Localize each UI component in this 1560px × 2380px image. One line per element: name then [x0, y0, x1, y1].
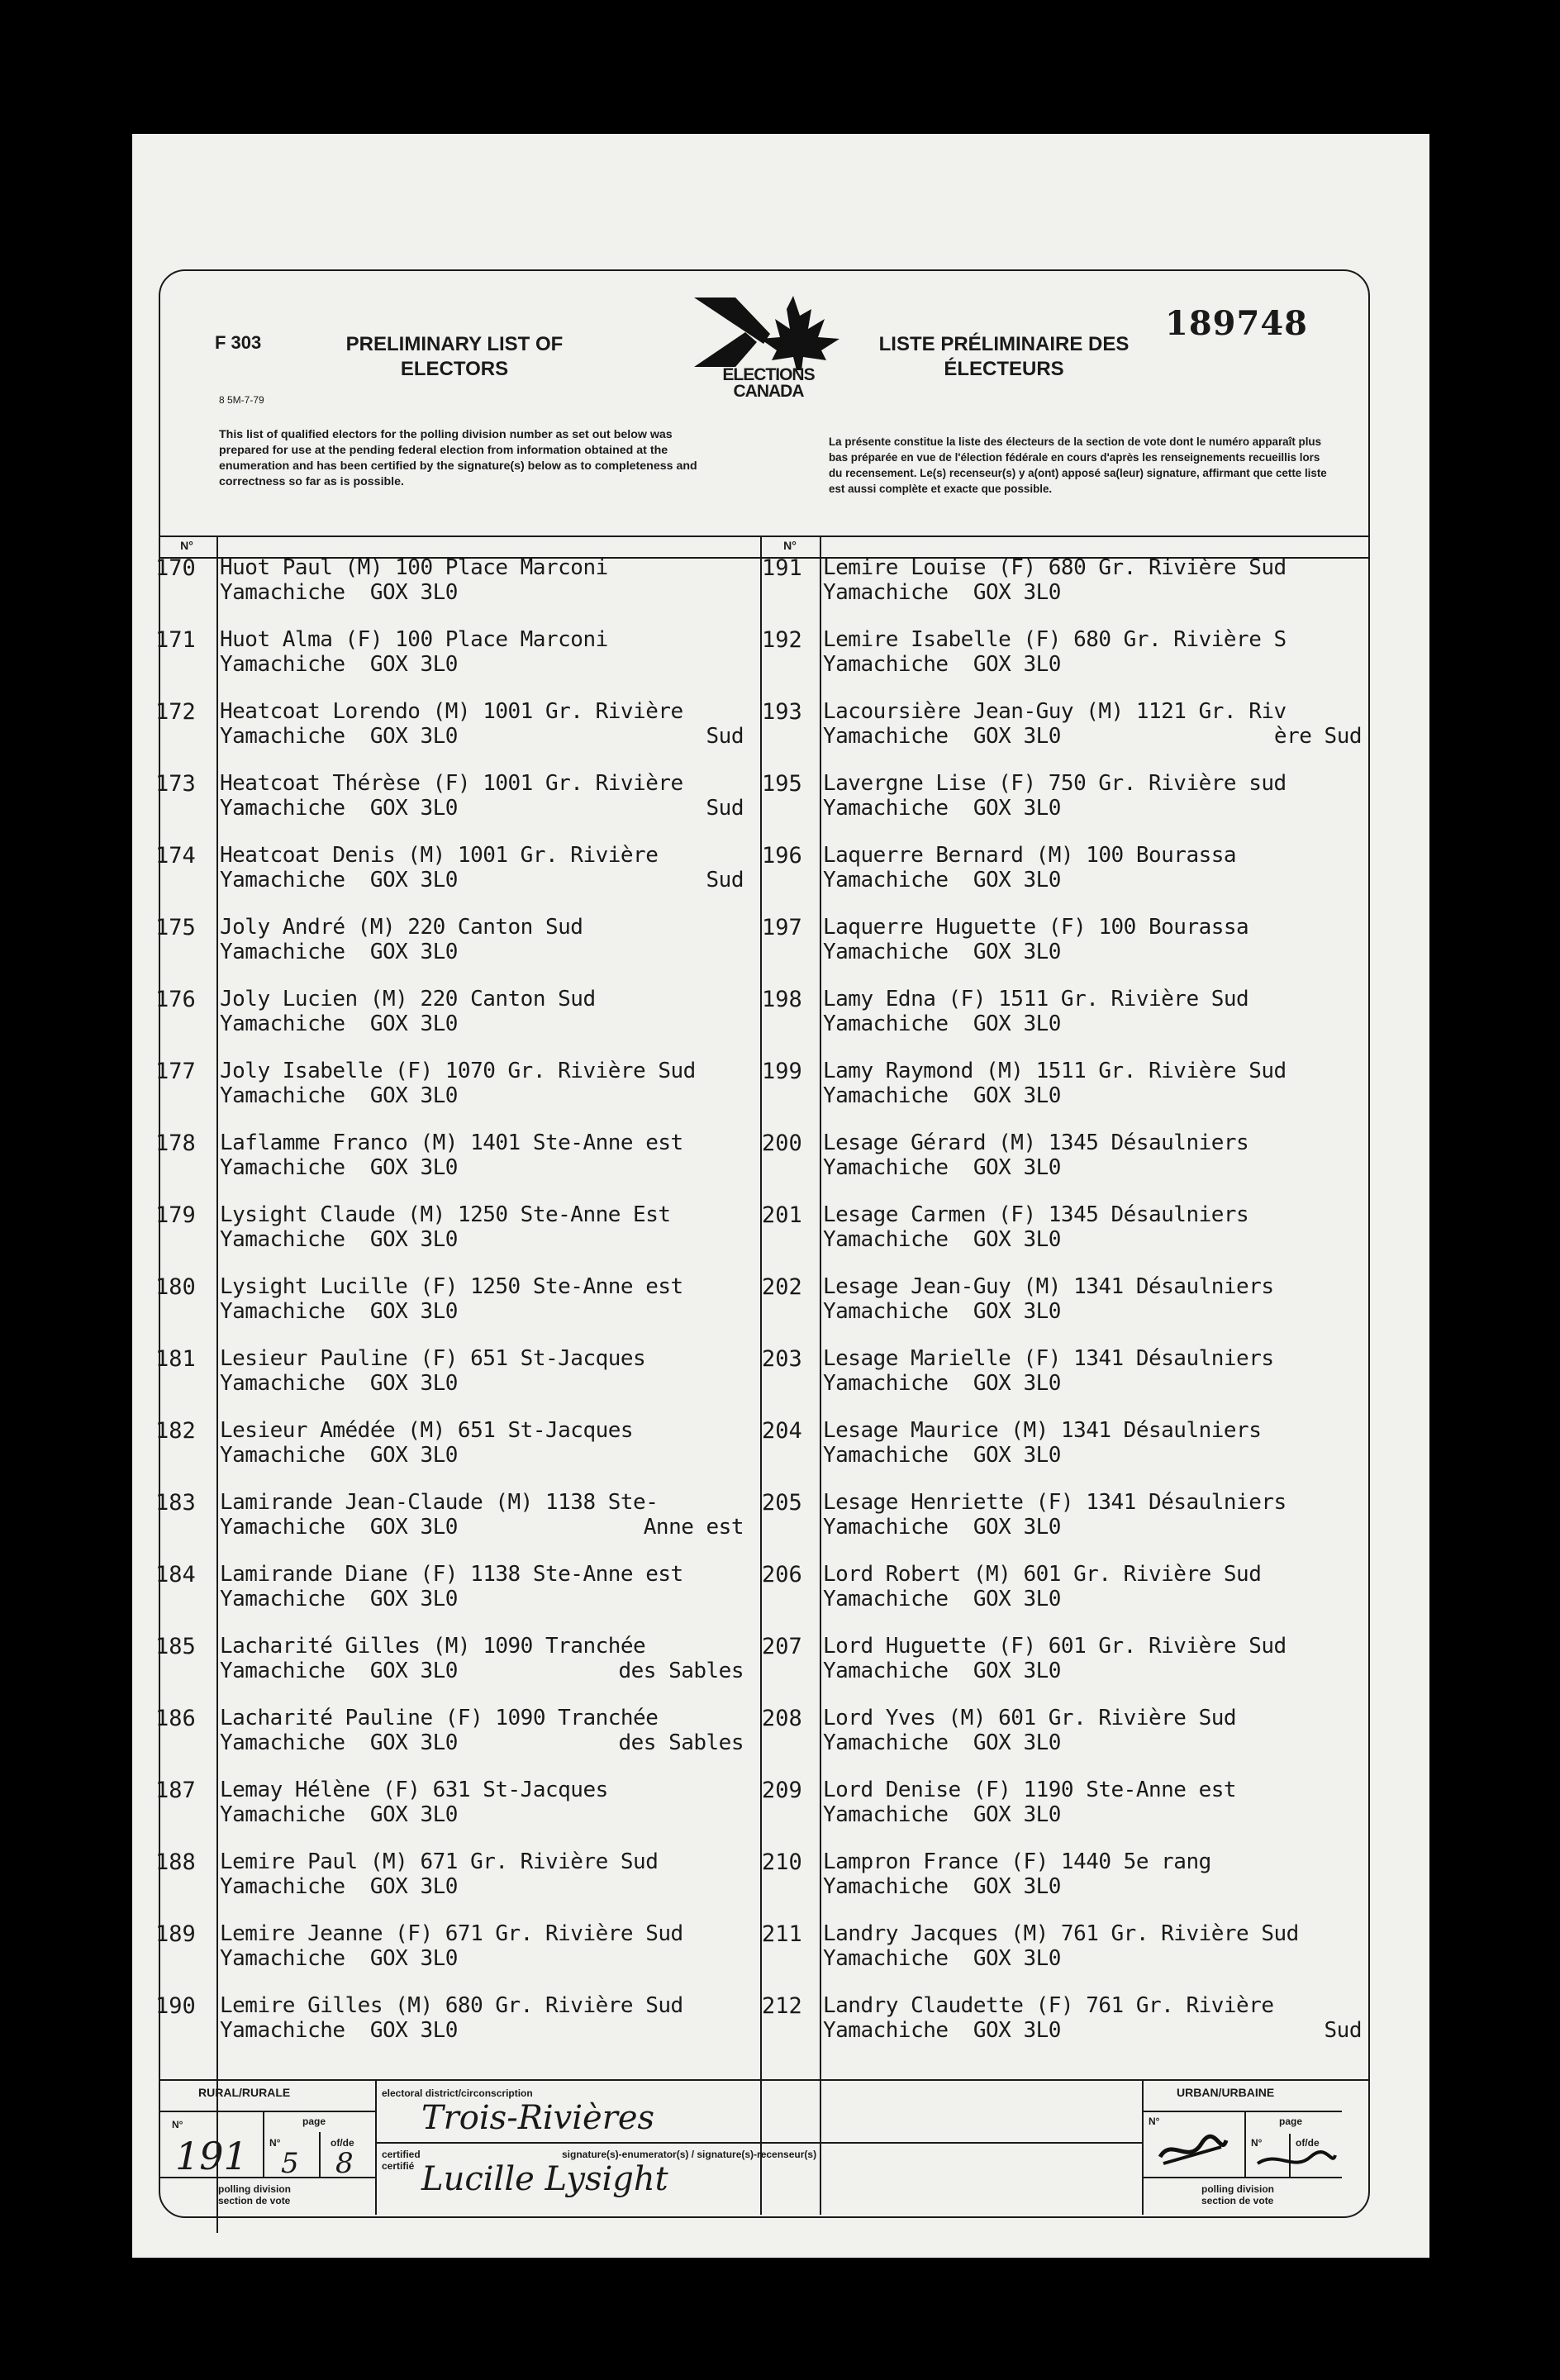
- entry-name-address: Lesage Carmen (F) 1345 Désaulniers: [823, 1202, 1249, 1227]
- rural-polling-label-1: polling division: [218, 2183, 291, 2195]
- entry-number: 191: [762, 555, 802, 581]
- entry-number: 207: [762, 1634, 802, 1659]
- entry-number: 203: [762, 1346, 802, 1372]
- entry-number: 173: [155, 771, 196, 797]
- entry-locality: Yamachiche GOX 3L0: [823, 1011, 1061, 1036]
- entry-name-address: Lemire Louise (F) 680 Gr. Rivière Sud: [823, 555, 1287, 580]
- entry-number: 192: [762, 627, 802, 653]
- entry-locality: Yamachiche GOX 3L0: [220, 1515, 458, 1540]
- entry-number: 176: [155, 987, 196, 1012]
- column-header-right: N°: [783, 539, 797, 552]
- entry-locality: Yamachiche GOX 3L0: [823, 1371, 1061, 1396]
- column-header-left: N°: [180, 539, 193, 552]
- entry-name-address: Lesage Marielle (F) 1341 Désaulniers: [823, 1346, 1274, 1371]
- entry-number: 204: [762, 1418, 802, 1444]
- entry-number: 177: [155, 1059, 196, 1084]
- entry-name-address: Laflamme Franco (M) 1401 Ste-Anne est: [220, 1130, 683, 1155]
- entry-number: 179: [155, 1202, 196, 1228]
- entry-name-address: Lamirande Jean-Claude (M) 1138 Ste-: [220, 1490, 659, 1515]
- urban-page-no-label: N°: [1251, 2137, 1263, 2149]
- rural-of-label: of/de: [331, 2137, 354, 2149]
- entry-name-address: Lacharité Gilles (M) 1090 Tranchée: [220, 1634, 646, 1659]
- document-page: [132, 134, 1429, 2258]
- urban-of-label: of/de: [1296, 2137, 1320, 2149]
- entry-name-address: Lacharité Pauline (F) 1090 Tranchée: [220, 1706, 659, 1730]
- district-label: electoral district/circonscription: [382, 2087, 533, 2099]
- entry-name-address: Lamy Raymond (M) 1511 Gr. Rivière Sud: [823, 1059, 1287, 1083]
- title-english: PRELIMINARY LIST OF ELECTORS: [345, 333, 564, 380]
- page-total: 8: [335, 2147, 354, 2180]
- entry-number: 206: [762, 1562, 802, 1587]
- entry-locality: Yamachiche GOX 3L0: [220, 724, 458, 749]
- entry-locality: Yamachiche GOX 3L0: [823, 1587, 1061, 1611]
- entry-number: 210: [762, 1849, 802, 1875]
- entry-name-address: Lacoursière Jean-Guy (M) 1121 Gr. Riv: [823, 699, 1287, 724]
- entry-number: 184: [155, 1562, 196, 1587]
- entry-address-continuation: Sud: [706, 724, 744, 749]
- urban-rule: [1142, 2111, 1342, 2112]
- entry-name-address: Joly Lucien (M) 220 Canton Sud: [220, 987, 596, 1011]
- logo-text-elections: ELECTIONS: [722, 365, 815, 384]
- page-number: 5: [281, 2147, 299, 2180]
- entry-number: 175: [155, 915, 196, 940]
- title-french: LISTE PRÉLIMINAIRE DES ÉLECTEURS: [878, 333, 1130, 380]
- entry-address-continuation: ère Sud: [1273, 724, 1362, 749]
- entry-locality: Yamachiche GOX 3L0: [823, 1299, 1061, 1324]
- intro-english: This list of qualified electors for the polling division number as set out below was prepared for use at the pending federal election from information obtained at the enumeration and has been certified by the signature(s) below as to completeness and correctness so far as is possible.: [219, 428, 697, 488]
- footer-top-rule: [159, 2079, 1368, 2081]
- entry-locality: Yamachiche GOX 3L0: [823, 1155, 1061, 1180]
- entry-name-address: Lemire Jeanne (F) 671 Gr. Rivière Sud: [220, 1921, 683, 1946]
- entry-locality: Yamachiche GOX 3L0: [220, 1299, 458, 1324]
- rural-label: RURAL/RURALE: [198, 2086, 291, 2099]
- rural-no-label: N°: [172, 2119, 183, 2130]
- urban-no-label: N°: [1149, 2116, 1160, 2127]
- entry-number: 197: [762, 915, 802, 940]
- entry-number: 171: [155, 627, 196, 653]
- entry-name-address: Lemay Hélène (F) 631 St-Jacques: [220, 1778, 608, 1802]
- rural-polling-label-2: section de vote: [218, 2195, 291, 2206]
- certified-label-1: certified: [382, 2149, 421, 2160]
- entry-number: 205: [762, 1490, 802, 1516]
- entry-name-address: Lesage Jean-Guy (M) 1341 Désaulniers: [823, 1274, 1274, 1299]
- entry-name-address: Huot Paul (M) 100 Place Marconi: [220, 555, 608, 580]
- entry-name-address: Lamy Edna (F) 1511 Gr. Rivière Sud: [823, 987, 1249, 1011]
- entry-number: 200: [762, 1130, 802, 1156]
- entry-locality: Yamachiche GOX 3L0: [220, 1659, 458, 1683]
- entry-locality: Yamachiche GOX 3L0: [220, 1227, 458, 1252]
- entry-number: 187: [155, 1778, 196, 1803]
- footer-left-divider: [375, 2079, 377, 2215]
- entry-number: 185: [155, 1634, 196, 1659]
- entry-locality: Yamachiche GOX 3L0: [220, 1083, 458, 1108]
- entry-name-address: Heatcoat Denis (M) 1001 Gr. Rivière: [220, 843, 659, 868]
- entry-locality: Yamachiche GOX 3L0: [823, 2018, 1061, 2043]
- entry-address-continuation: Sud: [706, 868, 744, 892]
- entry-number: 201: [762, 1202, 802, 1228]
- rural-page-label: page: [302, 2116, 326, 2127]
- entry-locality: Yamachiche GOX 3L0: [220, 1874, 458, 1899]
- entry-name-address: Lysight Lucille (F) 1250 Ste-Anne est: [220, 1274, 683, 1299]
- entry-locality: Yamachiche GOX 3L0: [823, 1874, 1061, 1899]
- entry-name-address: Lesieur Pauline (F) 651 St-Jacques: [220, 1346, 646, 1371]
- entry-number: 189: [155, 1921, 196, 1947]
- entry-locality: Yamachiche GOX 3L0: [823, 1227, 1061, 1252]
- entry-name-address: Lord Yves (M) 601 Gr. Rivière Sud: [823, 1706, 1237, 1730]
- urban-page-divider: [1244, 2111, 1246, 2177]
- entry-number: 183: [155, 1490, 196, 1516]
- entry-locality: Yamachiche GOX 3L0: [220, 580, 458, 605]
- rural-page-divider: [263, 2111, 264, 2177]
- rural-bottom-rule: [159, 2177, 375, 2178]
- urban-polling-label-2: section de vote: [1201, 2195, 1274, 2206]
- entry-name-address: Huot Alma (F) 100 Place Marconi: [220, 627, 608, 652]
- entry-number: 212: [762, 1993, 802, 2019]
- polling-division-number: 191: [175, 2134, 248, 2178]
- entry-name-address: Lemire Gilles (M) 680 Gr. Rivière Sud: [220, 1993, 683, 2018]
- right-number-divider: [820, 536, 821, 2215]
- entry-name-address: Lysight Claude (M) 1250 Ste-Anne Est: [220, 1202, 671, 1227]
- district-rule: [375, 2142, 1142, 2144]
- entry-number: 181: [155, 1346, 196, 1372]
- entry-number: 209: [762, 1778, 802, 1803]
- entry-locality: Yamachiche GOX 3L0: [823, 1659, 1061, 1683]
- district-value: Trois-Rivières: [421, 2099, 655, 2137]
- entry-number: 193: [762, 699, 802, 725]
- entry-locality: Yamachiche GOX 3L0: [220, 1587, 458, 1611]
- entry-address-continuation: des Sables: [618, 1659, 744, 1683]
- entry-name-address: Lord Huguette (F) 601 Gr. Rivière Sud: [823, 1634, 1287, 1659]
- entry-locality: Yamachiche GOX 3L0: [220, 652, 458, 677]
- form-code: 8 5M-7-79: [219, 394, 264, 406]
- entry-number: 198: [762, 987, 802, 1012]
- entry-locality: Yamachiche GOX 3L0: [823, 1946, 1061, 1971]
- entry-name-address: Lampron France (F) 1440 5e rang: [823, 1849, 1211, 1874]
- rural-of-divider: [319, 2132, 321, 2177]
- urban-polling-label-1: polling division: [1201, 2183, 1274, 2195]
- entry-locality: Yamachiche GOX 3L0: [823, 868, 1061, 892]
- entry-locality: Yamachiche GOX 3L0: [220, 1443, 458, 1468]
- entry-name-address: Lord Denise (F) 1190 Ste-Anne est: [823, 1778, 1237, 1802]
- logo-text-canada: CANADA: [733, 382, 804, 401]
- entry-number: 208: [762, 1706, 802, 1731]
- entry-locality: Yamachiche GOX 3L0: [220, 796, 458, 821]
- entry-locality: Yamachiche GOX 3L0: [823, 1515, 1061, 1540]
- entry-name-address: Lamirande Diane (F) 1138 Ste-Anne est: [220, 1562, 683, 1587]
- entry-number: 174: [155, 843, 196, 869]
- entry-locality: Yamachiche GOX 3L0: [823, 1443, 1061, 1468]
- entry-locality: Yamachiche GOX 3L0: [823, 652, 1061, 677]
- entry-locality: Yamachiche GOX 3L0: [220, 868, 458, 892]
- entry-locality: Yamachiche GOX 3L0: [823, 724, 1061, 749]
- entry-name-address: Lesage Maurice (M) 1341 Désaulniers: [823, 1418, 1262, 1443]
- entry-name-address: Lesieur Amédée (M) 651 St-Jacques: [220, 1418, 634, 1443]
- scribble-mark-icon: [1155, 2132, 1229, 2168]
- scribble-page-icon: [1253, 2147, 1339, 2175]
- entry-name-address: Lemire Paul (M) 671 Gr. Rivière Sud: [220, 1849, 659, 1874]
- entry-locality: Yamachiche GOX 3L0: [823, 580, 1061, 605]
- entry-locality: Yamachiche GOX 3L0: [823, 796, 1061, 821]
- footer-right-divider: [1142, 2079, 1144, 2215]
- entry-locality: Yamachiche GOX 3L0: [220, 1011, 458, 1036]
- form-number: F 303: [215, 332, 262, 353]
- left-number-divider: [216, 536, 218, 2233]
- entry-locality: Yamachiche GOX 3L0: [823, 1730, 1061, 1755]
- entry-address-continuation: Anne est: [643, 1515, 744, 1540]
- urban-bottom-rule: [1142, 2177, 1342, 2178]
- entry-name-address: Lesage Gérard (M) 1345 Désaulniers: [823, 1130, 1249, 1155]
- entry-locality: Yamachiche GOX 3L0: [220, 1155, 458, 1180]
- entry-name-address: Lemire Isabelle (F) 680 Gr. Rivière S: [823, 627, 1287, 652]
- entry-number: 195: [762, 771, 802, 797]
- entry-name-address: Joly Isabelle (F) 1070 Gr. Rivière Sud: [220, 1059, 696, 1083]
- entry-name-address: Lesage Henriette (F) 1341 Désaulniers: [823, 1490, 1287, 1515]
- entry-name-address: Lord Robert (M) 601 Gr. Rivière Sud: [823, 1562, 1262, 1587]
- entry-name-address: Laquerre Huguette (F) 100 Bourassa: [823, 915, 1249, 940]
- entry-locality: Yamachiche GOX 3L0: [220, 1371, 458, 1396]
- entry-number: 178: [155, 1130, 196, 1156]
- entry-number: 186: [155, 1706, 196, 1731]
- entry-number: 199: [762, 1059, 802, 1084]
- entry-address-continuation: Sud: [1324, 2018, 1362, 2043]
- certified-label-2: certifié: [382, 2160, 415, 2172]
- table-top-rule: [159, 536, 1368, 537]
- entry-address-continuation: Sud: [706, 796, 744, 821]
- entry-name-address: Laquerre Bernard (M) 100 Bourassa: [823, 843, 1237, 868]
- entry-name-address: Heatcoat Thérèse (F) 1001 Gr. Rivière: [220, 771, 683, 796]
- serial-number: 189748: [1165, 304, 1308, 343]
- entry-locality: Yamachiche GOX 3L0: [220, 1946, 458, 1971]
- entry-locality: Yamachiche GOX 3L0: [220, 1802, 458, 1827]
- entry-name-address: Landry Jacques (M) 761 Gr. Rivière Sud: [823, 1921, 1299, 1946]
- entry-name-address: Heatcoat Lorendo (M) 1001 Gr. Rivière: [220, 699, 683, 724]
- entry-number: 170: [155, 555, 196, 581]
- entry-number: 172: [155, 699, 196, 725]
- entry-number: 180: [155, 1274, 196, 1300]
- rural-rule: [159, 2111, 375, 2112]
- entry-number: 182: [155, 1418, 196, 1444]
- urban-page-label: page: [1279, 2116, 1303, 2127]
- entry-number: 196: [762, 843, 802, 869]
- entry-address-continuation: des Sables: [618, 1730, 744, 1755]
- rural-page-no-label: N°: [269, 2137, 281, 2149]
- enumerator-signature: Lucille Lysight: [421, 2160, 668, 2198]
- entry-locality: Yamachiche GOX 3L0: [220, 1730, 458, 1755]
- entry-number: 211: [762, 1921, 802, 1947]
- entry-locality: Yamachiche GOX 3L0: [823, 940, 1061, 964]
- entry-number: 190: [155, 1993, 196, 2019]
- entry-number: 188: [155, 1849, 196, 1875]
- intro-french: La présente constitue la liste des électeurs de la section de vote dont le numéro apparaît plus bas préparée en vue de l'élection fédérale en cours d'après les renseignements recueillis lors du recensement. Le(s) recenseur(s) y a(ont) apposé sa(leur) signature, affirmant que cette liste est aussi complète et exacte que possible.: [829, 436, 1327, 495]
- entry-name-address: Landry Claudette (F) 761 Gr. Rivière: [823, 1993, 1274, 2018]
- entry-number: 202: [762, 1274, 802, 1300]
- entry-locality: Yamachiche GOX 3L0: [823, 1802, 1061, 1827]
- entry-name-address: Lavergne Lise (F) 750 Gr. Rivière sud: [823, 771, 1287, 796]
- entry-locality: Yamachiche GOX 3L0: [220, 2018, 458, 2043]
- urban-label: URBAN/URBAINE: [1177, 2086, 1275, 2099]
- signature-label: signature(s)-enumerator(s) / signature(s)-recenseur(s): [562, 2149, 817, 2160]
- entry-name-address: Joly André (M) 220 Canton Sud: [220, 915, 583, 940]
- entry-locality: Yamachiche GOX 3L0: [220, 940, 458, 964]
- entry-locality: Yamachiche GOX 3L0: [823, 1083, 1061, 1108]
